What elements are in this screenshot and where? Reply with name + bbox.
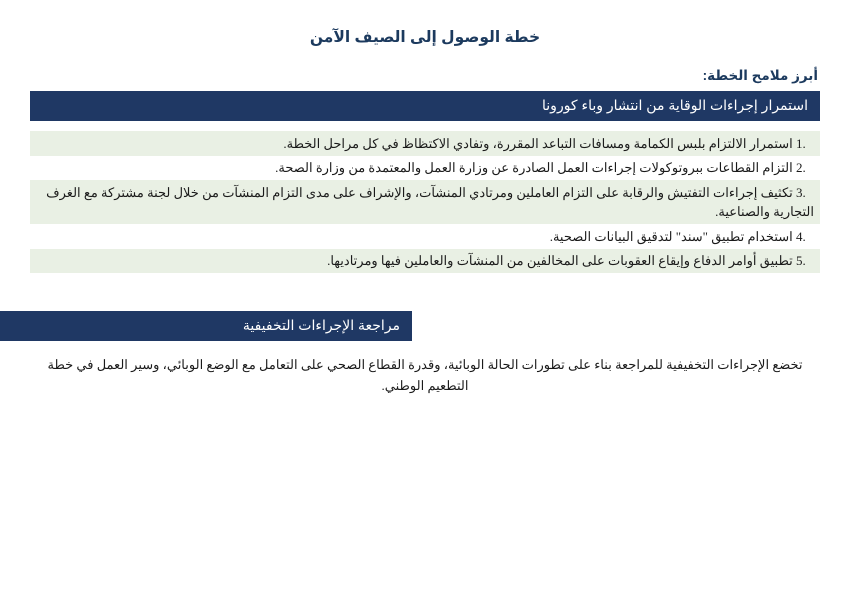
list-item [30,180,820,224]
list-item-text: تطبيق أوامر الدفاع وإيقاع العقوبات على المخالفين من المنشآت والعاملين فيها ومرتاديها. [327,253,793,268]
section-header-mitigation: مراجعة الإجراءات التخفيفية [0,311,412,341]
list-item-text: استخدام تطبيق "سند" لتدقيق البيانات الصحية. [549,228,793,244]
prevention-measures-list [30,131,820,273]
list-item-number: 3. [796,184,806,200]
document-body [30,68,820,397]
list-item [30,156,820,181]
list-item-number: 5. [796,253,806,268]
lead-heading: أبرز ملامح الخطة: [702,68,818,83]
list-item-number: 4. [796,228,806,244]
list-item [30,224,820,249]
list-item-text: التزام القطاعات ببروتوكولات إجراءات العمل الصادرة عن وزارة العمل والمعتمدة من وزارة الصحة. [275,160,793,175]
list-item [30,131,820,156]
list-item-number: 1. [796,135,806,151]
list-item [30,249,820,274]
list-item-number: 2. [796,160,806,175]
list-item-text: تكثيف إجراءات التفتيش والرقابة على التزام العاملين ومرتادي المنشآت، والإشراف على مدى التزام المنشآت من خلال لجنة مشتركة مع الغرف التجارية والصناعية. [46,184,814,219]
section-header-prevention: استمرار إجراءات الوقاية من انتشار وباء كورونا [30,91,820,121]
section-spacer [30,283,820,311]
mitigation-paragraph: تخضع الإجراءات التخفيفية للمراجعة بناء على تطورات الحالة الوبائية، وقدرة القطاع الصحي على التعامل مع الوضع الوبائي، وسير العمل في خطة التطعيم الوطني. [47,357,803,393]
page-title: خطة الوصول إلى الصيف الآمن [309,29,541,46]
list-item-text: استمرار الالتزام بلبس الكمامة ومسافات التباعد المقررة، وتفادي الاكتظاظ في كل مراحل الخطة. [283,135,793,151]
